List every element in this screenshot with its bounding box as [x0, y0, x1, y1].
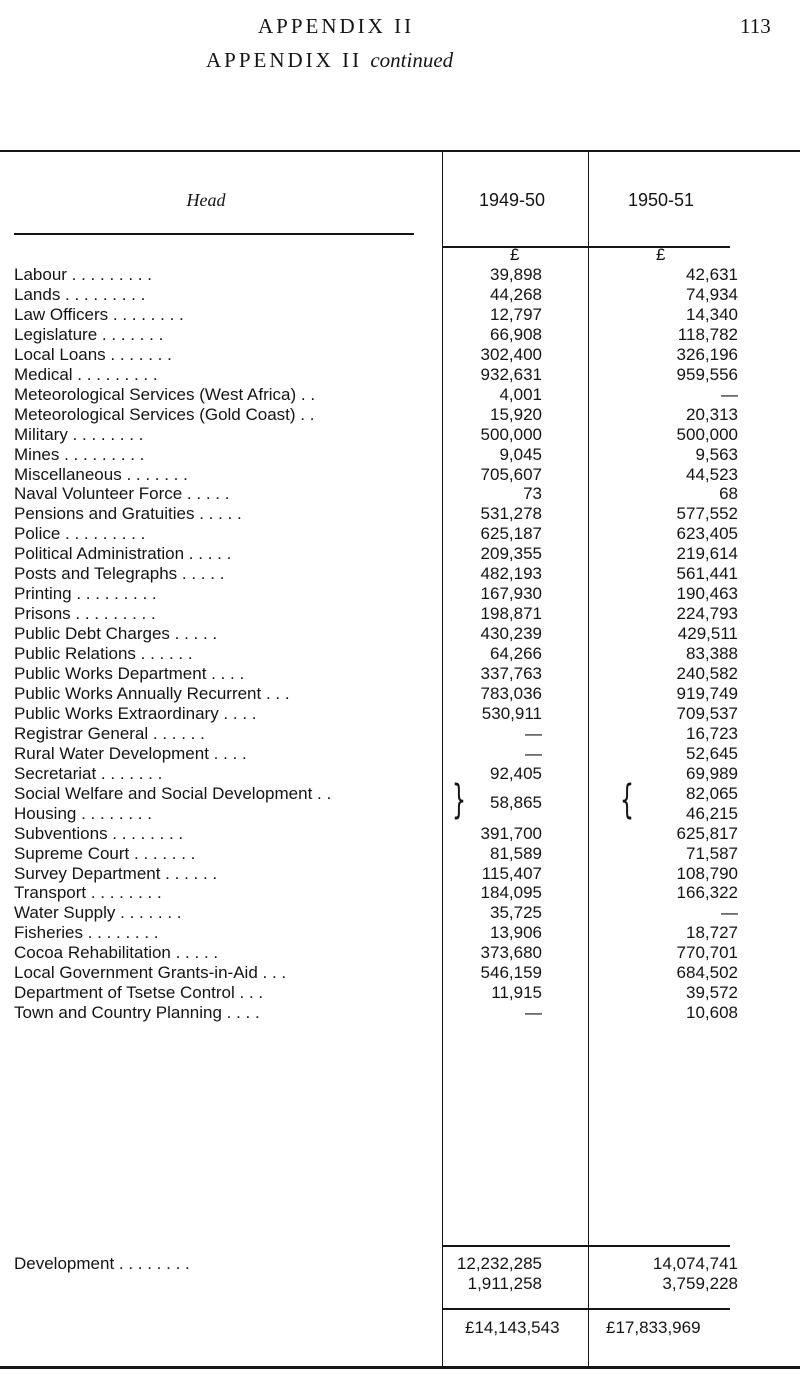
table-row — [0, 744, 800, 764]
value-1949-50: 932,631 — [480, 364, 542, 384]
row-label: Legislature . . . . . . . — [14, 324, 164, 344]
value-1950-51: 9,563 — [695, 444, 738, 464]
row-label: Subventions . . . . . . . . — [14, 823, 184, 843]
value-1949-50: 209,355 — [480, 544, 542, 564]
row-label: Public Relations . . . . . . — [14, 644, 193, 664]
value-1950-51: 429,511 — [677, 624, 738, 644]
combined-value-row — [0, 793, 800, 813]
row-label: Prisons . . . . . . . . . — [14, 604, 156, 624]
row-label: Fisheries . . . . . . . . — [14, 923, 159, 943]
value-1950-51: 240,582 — [676, 664, 738, 683]
page-number: 113 — [740, 14, 771, 38]
row-label: Lands . . . . . . . . . — [14, 284, 146, 304]
value-1949-50: 783,036 — [480, 683, 542, 703]
value-1950-51: 709,537 — [676, 703, 738, 723]
value-1949-50: 64,266 — [490, 644, 542, 664]
header-rule-years — [442, 246, 730, 248]
value-1950-51: 108,790 — [676, 863, 738, 883]
total-rule — [442, 1308, 730, 1310]
row-label: Local Loans . . . . . . . — [14, 344, 172, 364]
table-row — [0, 624, 800, 644]
total-1950-51: £17,833,969 — [606, 1318, 701, 1337]
development-1949-50: 1,911,258 — [467, 1274, 542, 1293]
row-label: Local Government Grants-in-Aid . . . — [14, 963, 287, 983]
value-1950-51: — — [721, 903, 738, 923]
value-1949-50: 500,000 — [480, 424, 542, 444]
row-label: Secretariat . . . . . . . — [14, 763, 163, 783]
value-1950-51: 684,502 — [676, 963, 738, 983]
value-1950-51: 190,463 — [676, 584, 738, 604]
value-1950-51: 42,631 — [686, 265, 738, 284]
row-label: Pensions and Gratuities . . . . . — [14, 504, 242, 524]
table-row — [0, 465, 800, 485]
table-row — [0, 524, 800, 544]
running-head-title: APPENDIX II — [258, 14, 415, 38]
value-1950-51: 561,441 — [676, 564, 738, 584]
value-1949-50: 115,407 — [481, 863, 542, 883]
value-1949-50: 66,908 — [490, 324, 542, 344]
row-label: Miscellaneous . . . . . . . — [14, 464, 188, 484]
table-row — [0, 903, 800, 923]
running-head — [0, 14, 800, 44]
table-row — [0, 445, 800, 465]
value-1950-51: 18,727 — [686, 923, 738, 943]
row-label: Law Officers . . . . . . . . — [14, 304, 184, 324]
subtotal-1950-51: 14,074,741 — [652, 1254, 738, 1273]
value-1950-51: 20,313 — [686, 404, 738, 424]
value-1949-50: 430,239 — [480, 624, 542, 644]
header-rule-head — [14, 233, 414, 235]
value-1950-51: 770,701 — [676, 943, 738, 963]
row-label: Public Debt Charges . . . . . — [14, 624, 218, 644]
value-1950-51: 83,388 — [686, 644, 738, 664]
value-1949-50: 73 — [523, 484, 542, 504]
value-1949-50: 81,589 — [490, 843, 542, 863]
row-label: Cocoa Rehabilitation . . . . . — [14, 943, 219, 963]
value-1950-51: 959,556 — [676, 364, 738, 384]
subtotal-row — [0, 1254, 800, 1274]
row-label: Naval Volunteer Force . . . . . — [14, 484, 230, 504]
development-1950-51: 3,759,228 — [662, 1274, 738, 1293]
table-row — [0, 983, 800, 1003]
subtotal-1949-50: 12,232,285 — [456, 1254, 542, 1273]
table-row — [0, 564, 800, 584]
value-1949-50: 705,607 — [480, 464, 542, 484]
value-1949-50: 167,930 — [480, 584, 542, 604]
value-1949-50: 531,278 — [480, 504, 542, 524]
row-label: Supreme Court . . . . . . . — [14, 843, 196, 863]
value-1949-50: 302,400 — [480, 344, 542, 364]
currency-unit-1950-51: £ — [656, 245, 666, 264]
table-row — [0, 405, 800, 425]
row-label: Town and Country Planning . . . . — [14, 1003, 260, 1023]
value-1949-50: 15,920 — [490, 404, 542, 424]
row-label: Survey Department . . . . . . — [14, 863, 218, 883]
table-row — [0, 824, 800, 844]
value-1949-50: 391,700 — [480, 823, 542, 843]
row-label: Posts and Telegraphs . . . . . — [14, 564, 225, 584]
value-1949-50: 373,680 — [480, 943, 542, 963]
value-1949-50: 546,159 — [480, 963, 542, 983]
value-1950-51: 74,934 — [686, 284, 738, 304]
table-row — [0, 365, 800, 385]
value-1949-50: 9,045 — [499, 444, 542, 464]
value-1949-50: — — [525, 743, 542, 763]
table-row — [0, 864, 800, 884]
subtotal-rule — [442, 1245, 730, 1247]
row-label: Medical . . . . . . . . . — [14, 364, 158, 384]
value-1950-51: 919,749 — [676, 683, 738, 703]
value-1949-50: 482,193 — [480, 564, 542, 584]
table-row — [0, 664, 800, 684]
sub-heading-continued: continued — [370, 48, 454, 72]
table-row — [0, 764, 800, 784]
value-1950-51: 16,723 — [686, 723, 738, 743]
table-row — [0, 923, 800, 943]
value-1949-50: 44,268 — [490, 284, 542, 304]
table-row — [0, 584, 800, 604]
value-1950-51: 44,523 — [686, 464, 738, 484]
development-label: Development . . . . . . . . — [14, 1254, 190, 1273]
value-1950-51: — — [721, 384, 738, 404]
table-row — [0, 963, 800, 983]
row-label: Rural Water Development . . . . — [14, 743, 247, 763]
table-row — [0, 604, 800, 624]
row-label: Public Works Department . . . . — [14, 664, 245, 683]
value-1950-51: 82,065 — [686, 783, 738, 803]
table-row — [0, 345, 800, 365]
value-1949-50: 625,187 — [480, 524, 542, 544]
row-label: Police . . . . . . . . . — [14, 524, 146, 544]
row-label: Social Welfare and Social Development . . — [14, 783, 332, 803]
value-1949-50: 337,763 — [480, 664, 542, 683]
row-label: Housing . . . . . . . . — [14, 803, 152, 823]
row-label: Water Supply . . . . . . . — [14, 903, 182, 923]
row-label: Labour . . . . . . . . . — [14, 265, 152, 284]
column-header-1949-50: 1949-50 — [478, 190, 546, 210]
row-label: Transport . . . . . . . . — [14, 883, 162, 903]
value-1950-51: 577,552 — [676, 504, 738, 524]
table-row — [0, 305, 800, 325]
table-row — [0, 844, 800, 864]
table-row — [0, 504, 800, 524]
left-brace-1949-50: } — [452, 777, 466, 823]
value-1950-51: 10,608 — [686, 1003, 738, 1023]
row-label: Printing . . . . . . . . . — [14, 584, 157, 604]
value-1950-51: 500,000 — [676, 424, 738, 444]
row-label: Public Works Extraordinary . . . . — [14, 703, 257, 723]
row-label: Meteorological Services (Gold Coast) . . — [14, 404, 315, 424]
total-1949-50: £14,143,543 — [465, 1318, 560, 1337]
development-row — [0, 1274, 800, 1294]
table-row — [0, 684, 800, 704]
value-1950-51: 52,645 — [686, 743, 738, 763]
value-1949-50: 4,001 — [499, 384, 542, 404]
column-header-head: Head — [186, 190, 226, 210]
row-label: Military . . . . . . . . — [14, 424, 144, 444]
combined-value-1949-50: 58,865 — [490, 793, 542, 812]
value-1949-50: 92,405 — [490, 763, 542, 783]
value-1949-50: 11,915 — [491, 983, 542, 1003]
table-row — [0, 325, 800, 345]
table-row — [0, 484, 800, 504]
value-1950-51: 326,196 — [676, 344, 738, 364]
right-brace-1950-51: { — [620, 777, 634, 823]
value-1950-51: 68 — [719, 484, 738, 504]
value-1949-50: 39,898 — [490, 265, 542, 284]
row-label: Public Works Annually Recurrent . . . — [14, 683, 290, 703]
table-row — [0, 644, 800, 664]
value-1950-51: 625,817 — [676, 823, 738, 843]
value-1950-51: 69,989 — [686, 763, 738, 783]
row-label: Registrar General . . . . . . — [14, 723, 205, 743]
value-1950-51: 46,215 — [686, 803, 738, 823]
table-row — [0, 724, 800, 744]
table-row — [0, 425, 800, 445]
value-1950-51: 71,587 — [686, 843, 738, 863]
table-row — [0, 1003, 800, 1023]
table-bottom-rule — [0, 1366, 800, 1369]
column-header-1950-51: 1950-51 — [627, 190, 695, 210]
value-1949-50: 198,871 — [480, 604, 542, 624]
value-1950-51: 219,614 — [676, 544, 738, 564]
table-top-rule — [0, 150, 800, 152]
table-row — [0, 704, 800, 724]
value-1950-51: 224,793 — [676, 604, 738, 624]
value-1950-51: 14,340 — [686, 304, 738, 324]
value-1949-50: 13,906 — [490, 923, 542, 943]
table-row — [0, 265, 800, 285]
table-row — [0, 943, 800, 963]
sub-heading — [206, 48, 453, 73]
table-row — [0, 544, 800, 564]
value-1950-51: 39,572 — [686, 983, 738, 1003]
table-row — [0, 883, 800, 903]
currency-unit-1949-50: £ — [510, 245, 520, 264]
value-1949-50: — — [525, 1003, 542, 1023]
sub-heading-title: APPENDIX II — [206, 48, 363, 72]
row-label: Mines . . . . . . . . . — [14, 444, 145, 464]
value-1950-51: 623,405 — [676, 524, 738, 544]
row-label: Department of Tsetse Control . . . — [14, 983, 264, 1003]
value-1949-50: 12,797 — [490, 304, 542, 324]
row-label: Meteorological Services (West Africa) . . — [14, 384, 316, 404]
value-1949-50: 530,911 — [481, 703, 542, 723]
value-1949-50: 35,725 — [490, 903, 542, 923]
table-row — [0, 385, 800, 405]
value-1949-50: — — [525, 723, 542, 743]
value-1950-51: 166,322 — [676, 883, 738, 903]
row-label: Political Administration . . . . . — [14, 544, 232, 564]
value-1950-51: 118,782 — [677, 324, 738, 344]
table-row — [0, 285, 800, 305]
value-1949-50: 184,095 — [480, 883, 542, 903]
